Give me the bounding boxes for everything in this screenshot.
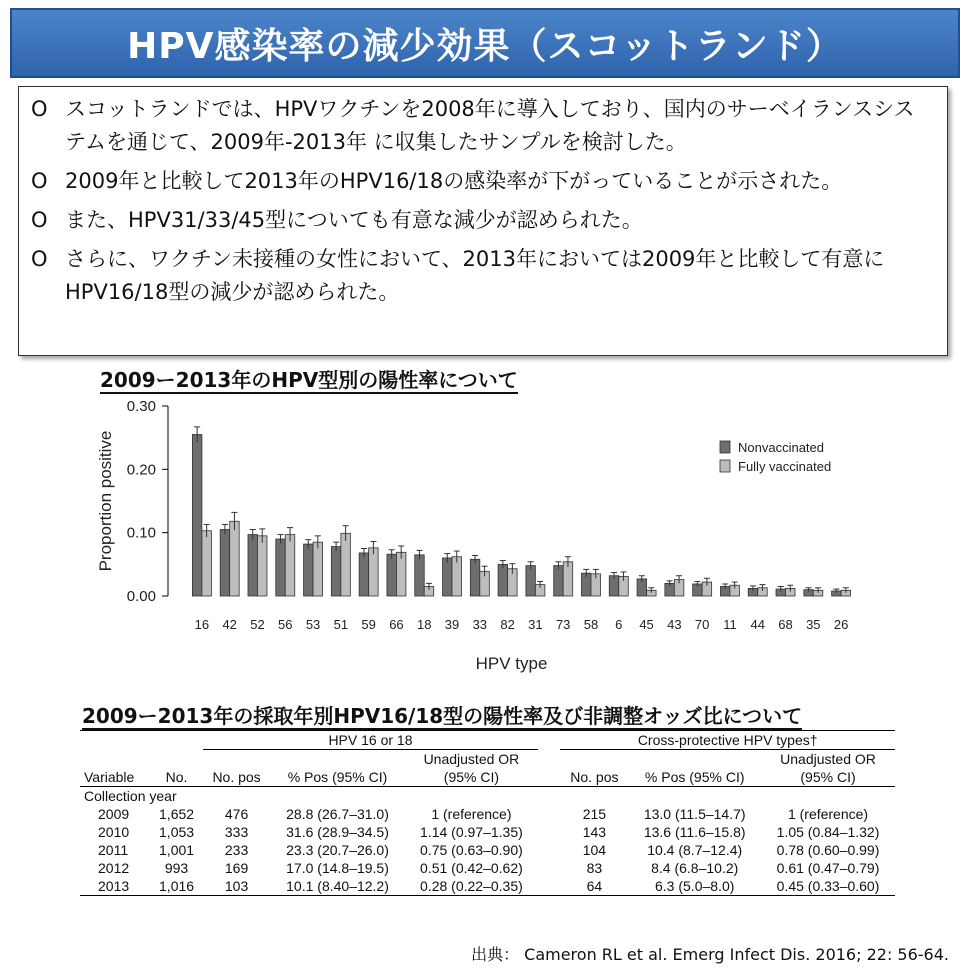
- x-tick-label: 33: [472, 617, 488, 632]
- x-tick-label: 82: [500, 617, 515, 632]
- x-tick-label: 52: [250, 617, 265, 632]
- cell-g2-pos: 83: [586, 860, 603, 876]
- header-g1-or: Unadjusted OR: [423, 751, 520, 767]
- bar-fully-vaccinated: [369, 548, 379, 596]
- cell-g1-pos: 476: [224, 806, 249, 822]
- summary-list: [31, 93, 935, 309]
- x-tick-label: 31: [528, 617, 543, 632]
- cell-g1-pct: 17.0 (14.8–19.5): [286, 860, 389, 876]
- bar-fully-vaccinated: [285, 535, 295, 596]
- cell-g1-or: 1.14 (0.97–1.35): [420, 824, 523, 840]
- citation: 出典： Cameron RL et al. Emerg Infect Dis. 2016; 22: 56-64.: [471, 945, 949, 964]
- cell-g1-pct: 10.1 (8.40–12.2): [271, 877, 405, 896]
- summary-box: [18, 86, 948, 356]
- bar-nonvaccinated: [304, 544, 314, 596]
- x-tick-label: 56: [278, 617, 293, 632]
- cell-g1-pos: 233: [224, 842, 249, 858]
- table-header-row-1: [80, 750, 895, 769]
- chart-heading: 2009ー2013年のHPV型別の陽性率について: [100, 368, 518, 392]
- bar-nonvaccinated: [443, 558, 453, 596]
- bar-nonvaccinated: [554, 566, 564, 596]
- table-row: [80, 805, 895, 823]
- x-tick-label: 18: [416, 617, 432, 632]
- bar-fully-vaccinated: [257, 536, 267, 596]
- x-tick-label: 68: [778, 617, 793, 632]
- summary-item: [31, 93, 935, 159]
- cell-g1-pct: 23.3 (20.7–26.0): [286, 842, 389, 858]
- legend-swatch: [720, 441, 730, 453]
- bar-fully-vaccinated: [313, 542, 323, 596]
- cell-no: 1,016: [151, 877, 203, 896]
- cell-g2-pos: 104: [582, 842, 607, 858]
- x-tick-label: 43: [667, 617, 682, 632]
- x-tick-label: 53: [305, 617, 321, 632]
- group-header-cross-protective: Cross-protective HPV types†: [560, 731, 895, 750]
- header-g2-pos: No. pos: [560, 768, 628, 787]
- title-banner: [10, 8, 960, 78]
- table-header-row-2: [80, 768, 895, 787]
- bullet-icon: O: [31, 247, 48, 271]
- cell-g2-or: 0.61 (0.47–0.79): [776, 860, 880, 876]
- x-tick-label: 26: [833, 617, 849, 632]
- bar-fully-vaccinated: [396, 552, 406, 596]
- table-section-row: [80, 787, 895, 806]
- bullet-icon: O: [31, 97, 48, 121]
- bar-chart: [80, 390, 870, 680]
- cell-g2-pos: 143: [582, 824, 607, 840]
- x-tick-label: 16: [194, 617, 210, 632]
- cell-g1-or: 0.28 (0.22–0.35): [404, 877, 538, 896]
- x-tick-label: 6: [615, 617, 623, 632]
- legend-label: Fully vaccinated: [738, 459, 832, 474]
- cell-g2-pct: 6.3 (5.0–8.0): [628, 877, 761, 896]
- x-tick-label: 42: [222, 617, 237, 632]
- bar-nonvaccinated: [415, 555, 425, 596]
- y-tick-label: 0.00: [126, 588, 156, 605]
- cell-g2-pos: 64: [560, 877, 628, 896]
- summary-item: [31, 165, 935, 198]
- summary-item: [31, 204, 935, 237]
- bar-fully-vaccinated: [341, 533, 351, 596]
- cell-no: 1,053: [159, 824, 195, 840]
- x-tick-label: 35: [806, 617, 821, 632]
- legend-swatch: [720, 460, 730, 472]
- section-label: Collection year: [84, 788, 177, 804]
- bar-fully-vaccinated: [452, 557, 462, 596]
- summary-text: 2009年と比較して2013年のHPV16/18の感染率が下がっていることが示された。: [65, 169, 843, 193]
- cell-g2-or: 0.78 (0.60–0.99): [776, 842, 880, 858]
- group-header-hpv16-18: HPV 16 or 18: [203, 731, 539, 750]
- cell-year: 2013: [80, 877, 151, 896]
- bullet-icon: O: [31, 169, 48, 193]
- bar-nonvaccinated: [331, 547, 341, 596]
- header-g2-or: Unadjusted OR: [780, 751, 876, 767]
- bar-nonvaccinated: [387, 554, 397, 596]
- header-variable: Variable: [80, 768, 151, 787]
- y-tick-label: 0.20: [126, 461, 156, 479]
- table-row: [80, 859, 895, 877]
- bar-nonvaccinated: [526, 566, 536, 596]
- cell-g1-pct: 28.8 (26.7–31.0): [286, 806, 389, 822]
- x-tick-label: 58: [583, 617, 599, 632]
- cell-no: 993: [164, 860, 189, 876]
- cell-g2-pct: 13.6 (11.6–15.8): [643, 824, 746, 840]
- x-tick-label: 70: [694, 617, 710, 632]
- cell-g1-pct: 31.6 (28.9–34.5): [286, 824, 389, 840]
- bar-nonvaccinated: [248, 535, 258, 596]
- cell-g2-pct: 13.0 (11.5–14.7): [643, 806, 746, 822]
- bar-nonvaccinated: [359, 553, 369, 596]
- bar-fully-vaccinated: [202, 531, 212, 596]
- y-tick-label: 0.30: [126, 398, 156, 415]
- cell-g2-or: 1.05 (0.84–1.32): [776, 824, 880, 840]
- cell-no: 1,652: [159, 806, 195, 822]
- table-heading: 2009ー2013年の採取年別HPV16/18型の陽性率及び非調整オッズ比について: [82, 704, 803, 728]
- results-table: [80, 730, 895, 896]
- bar-nonvaccinated: [276, 539, 286, 596]
- summary-text: さらに、ワクチン未接種の女性において、2013年においては2009年と比較して有意にHPV16/18型の減少が認められた。: [65, 247, 885, 304]
- cell-no: 1,001: [159, 842, 195, 858]
- summary-item: [31, 243, 935, 309]
- bar-nonvaccinated: [220, 530, 230, 597]
- x-tick-label: 51: [333, 617, 349, 632]
- bar-nonvaccinated: [192, 435, 202, 597]
- cell-g2-pos: 215: [582, 806, 607, 822]
- cell-g1-pos: 333: [224, 824, 249, 840]
- bar-nonvaccinated: [498, 564, 508, 596]
- y-tick-label: 0.10: [126, 524, 156, 542]
- cell-g2-pct: 10.4 (8.7–12.4): [647, 842, 743, 858]
- cell-g1-pos: 169: [224, 860, 249, 876]
- x-tick-label: 44: [750, 617, 765, 632]
- bar-fully-vaccinated: [230, 521, 240, 596]
- x-tick-label: 11: [723, 617, 737, 632]
- x-tick-label: 39: [444, 617, 460, 632]
- cell-g2-pct: 8.4 (6.8–10.2): [651, 860, 739, 876]
- x-axis-label: HPV type: [475, 654, 548, 673]
- cell-year: 2012: [98, 860, 130, 876]
- cell-g1-or: 0.51 (0.42–0.62): [420, 860, 523, 876]
- table-row: [80, 841, 895, 859]
- bar-fully-vaccinated: [563, 562, 573, 596]
- x-tick-label: 73: [555, 617, 571, 632]
- cell-year: 2009: [98, 806, 130, 822]
- cell-g2-or: 1 (reference): [787, 806, 869, 822]
- table-row: [80, 823, 895, 841]
- bar-nonvaccinated: [470, 559, 480, 596]
- x-tick-label: 66: [389, 617, 404, 632]
- header-g2-ci: (95% CI): [761, 768, 895, 787]
- cell-year: 2010: [98, 824, 130, 840]
- page-title: HPV感染率の減少効果（スコットランド）: [127, 25, 843, 67]
- header-g1-pct: % Pos (95% CI): [271, 768, 405, 787]
- x-tick-label: 59: [361, 617, 376, 632]
- legend-label: Nonvaccinated: [738, 440, 824, 455]
- cell-g1-or: 0.75 (0.63–0.90): [420, 842, 523, 858]
- table-row: [80, 877, 895, 896]
- summary-text: スコットランドでは、HPVワクチンを2008年に導入しており、国内のサーベイランスシステムを通じて、2009年-2013年 に収集したサンプルを検討した。: [65, 97, 915, 154]
- cell-g2-or: 0.45 (0.33–0.60): [761, 877, 895, 896]
- summary-text: また、HPV31/33/45型についても有意な減少が認められた。: [65, 208, 643, 232]
- header-no: No.: [151, 768, 203, 787]
- bullet-icon: O: [31, 208, 48, 232]
- header-g1-pos: No. pos: [203, 768, 271, 787]
- cell-g1-or: 1 (reference): [431, 806, 512, 822]
- y-axis-label: Proportion positive: [96, 430, 115, 572]
- cell-g1-pos: 103: [203, 877, 271, 896]
- header-g2-pct: % Pos (95% CI): [628, 768, 761, 787]
- table-group-row: [80, 731, 895, 750]
- x-tick-label: 45: [639, 617, 654, 632]
- header-g1-ci: (95% CI): [404, 768, 538, 787]
- cell-year: 2011: [98, 842, 129, 858]
